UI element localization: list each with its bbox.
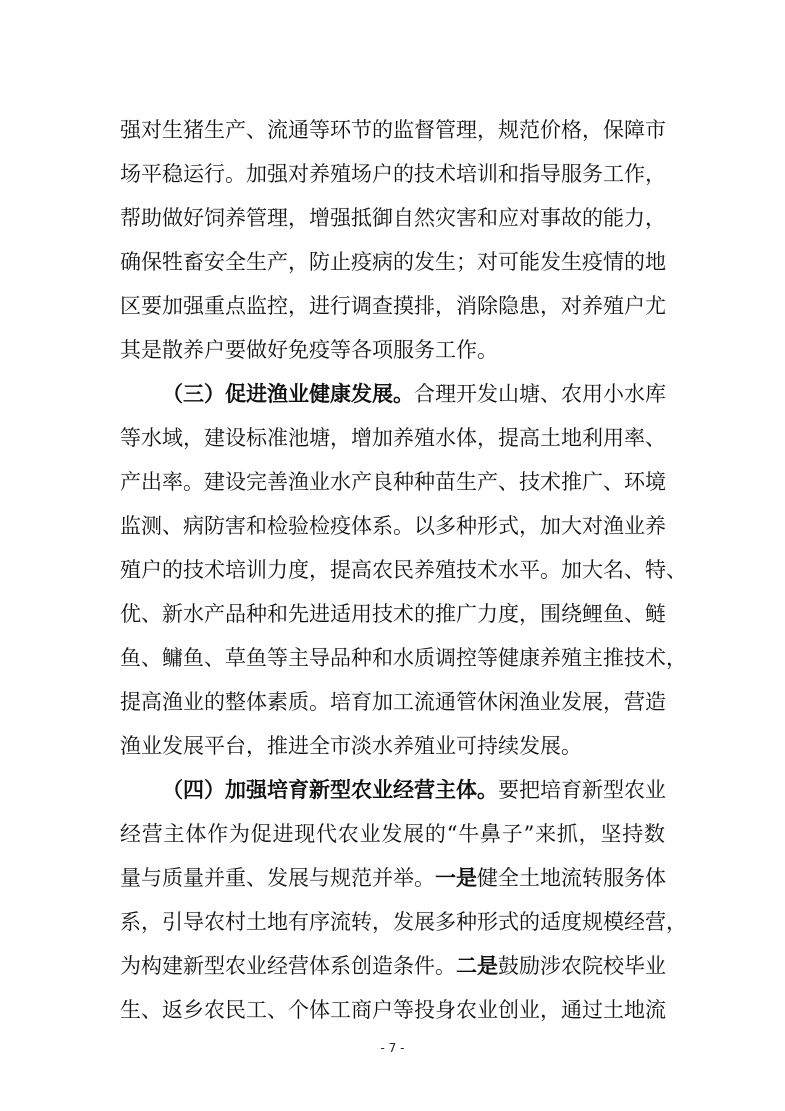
- section-first-line: [120, 379, 665, 409]
- line-text: 健全土地流转服务体: [477, 866, 666, 890]
- line-text: 为构建新型农业经营体系创造条件。: [120, 954, 456, 978]
- line-text: 鼓励涉农院校毕业: [498, 954, 666, 978]
- paragraph-line: 渔业发展平台，推进全市淡水养殖业可持续发展。: [120, 734, 582, 758]
- paragraph-line: 优、新水产品种和先进适用技术的推广力度，围绕鲤鱼、鲢: [120, 602, 666, 626]
- line-text: 量与质量并重、发展与规范并举。: [120, 866, 435, 890]
- paragraph-line: 等水域，建设标准池塘，增加养殖水体，提高土地利用率、: [120, 426, 666, 450]
- paragraph-line: 生、返乡农民工、个体工商户等投身农业创业，通过土地流: [120, 998, 666, 1022]
- paragraph-line: 区要加强重点监控，进行调查摸排，消除隐患，对养殖户尤: [120, 294, 666, 318]
- paragraph-line: 场平稳运行。加强对养殖场户的技术培训和指导服务工作，: [120, 162, 666, 186]
- page-number: - 7 -: [380, 1041, 405, 1055]
- enumeration-marker: 一是: [435, 865, 477, 890]
- paragraph-line: 确保牲畜安全生产，防止疫病的发生；对可能发生疫情的地: [120, 250, 666, 274]
- paragraph-line: 强对生猪生产、流通等环节的监督管理，规范价格，保障市: [120, 118, 666, 142]
- section-heading: （三）促进渔业健康发展。: [162, 381, 414, 406]
- paragraph-line: 殖户的技术培训力度，提高农民养殖技术水平。加大名、特、: [120, 558, 687, 582]
- section-text: 合理开发山塘、农用小水库: [414, 382, 666, 406]
- section-heading: （四）加强培育新型农业经营主体。: [162, 777, 498, 802]
- paragraph-line: 其是散养户要做好免疫等各项服务工作。: [120, 338, 498, 362]
- paragraph-line: 经营主体作为促进现代农业发展的“牛鼻子”来抓，坚持数: [120, 822, 665, 846]
- paragraph-line: 帮助做好饲养管理，增强抵御自然灾害和应对事故的能力，: [120, 206, 666, 230]
- paragraph-line: [120, 863, 665, 893]
- paragraph-line: 监测、病防害和检验检疫体系。以多种形式，加大对渔业养: [120, 514, 666, 538]
- section-first-line: [120, 775, 665, 805]
- section-text: 要把培育新型农业: [498, 778, 666, 802]
- paragraph-line: [120, 951, 665, 981]
- enumeration-marker: 二是: [456, 953, 498, 978]
- paragraph-line: 提高渔业的整体素质。培育加工流通管休闲渔业发展，营造: [120, 690, 666, 714]
- paragraph-line: 系，引导农村土地有序流转，发展多种形式的适度规模经营，: [120, 910, 687, 934]
- paragraph-line: 产出率。建设完善渔业水产良种种苗生产、技术推广、环境: [120, 470, 666, 494]
- paragraph-line: 鱼、鳙鱼、草鱼等主导品种和水质调控等健康养殖主推技术，: [120, 646, 687, 670]
